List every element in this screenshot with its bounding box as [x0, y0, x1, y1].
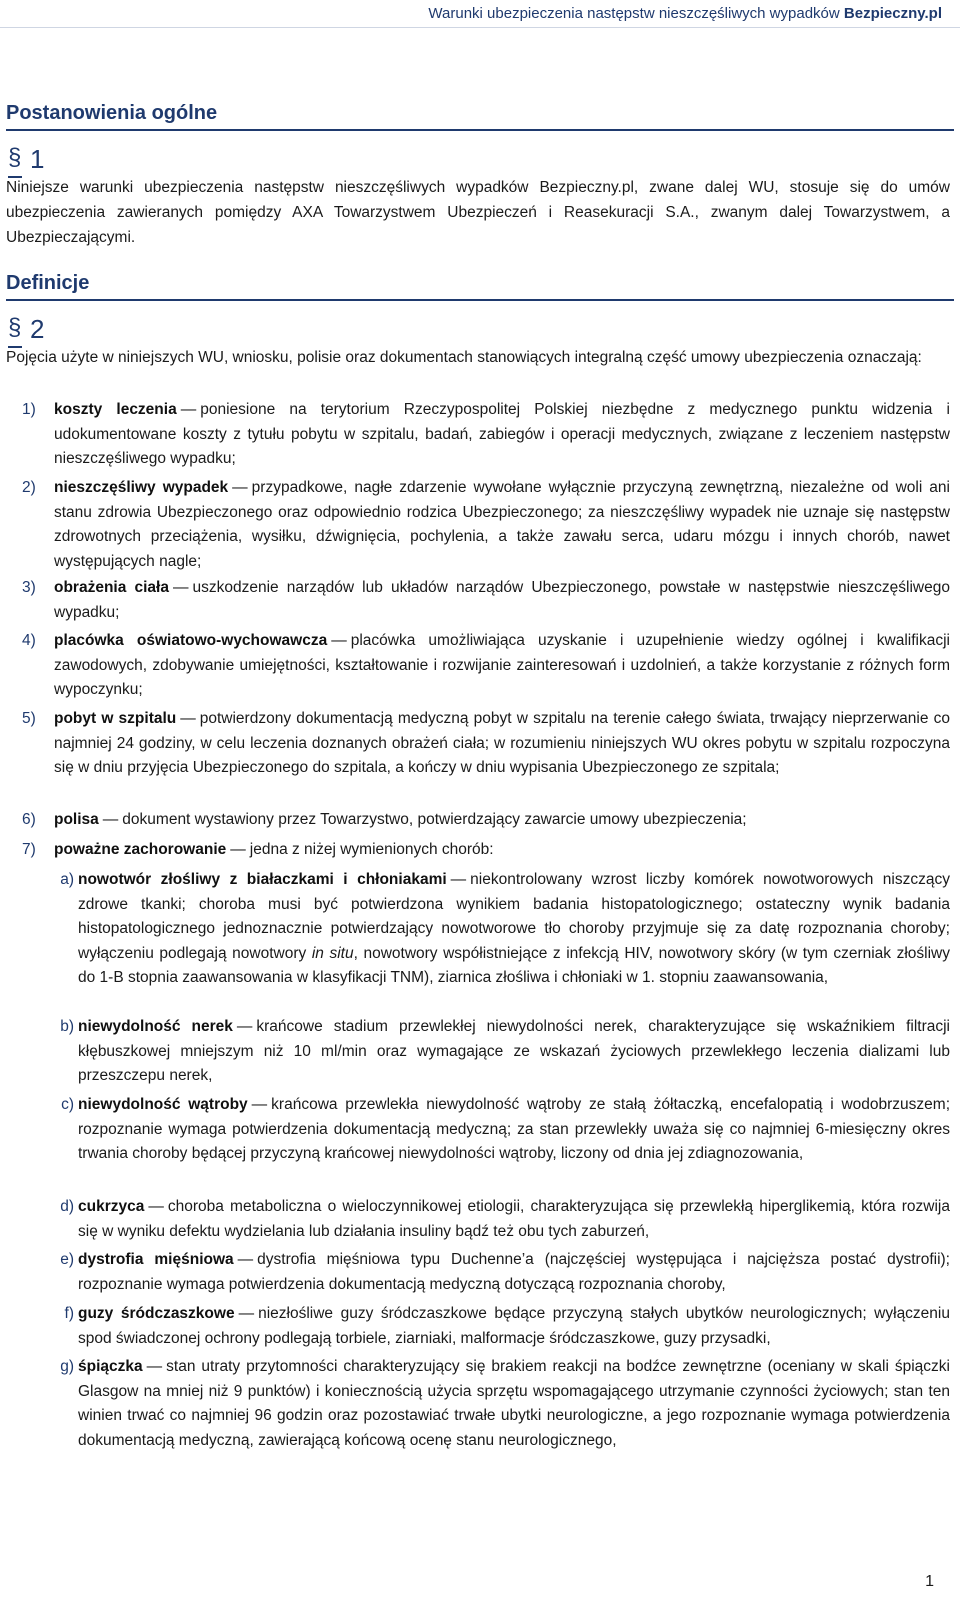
definition-dash: —: [180, 710, 196, 727]
item-number: 2): [22, 479, 36, 496]
definition-dash: —: [180, 401, 197, 418]
section-title-definitions: Definicje: [6, 272, 954, 301]
disease-term: niewydolność nerek: [78, 1018, 233, 1035]
item-letter: b): [60, 1018, 74, 1035]
disease-text: stan utraty przytomności charakteryzujący się brakiem reakcji na bodźce zewnętrzne (oceniany w skali śpiączki Glasgow na mniej niż 9 punktów) i koniecznością użycia sprzętu wspomagającego utrzymanie czynności życiowych; stan ten winien trwać co najmniej 96 godzin oraz pozostawiać trwałe ubytki neurologiczne, a jego rozpoznanie wymaga potwierdzenia dokumentacją medyczną, zawierającą końcową ocenę stanu neurologicznego,: [78, 1358, 950, 1449]
definition-item: [6, 707, 950, 781]
paragraph-1-text: Niniejsze warunki ubezpieczenia następstw nieszczęśliwych wypadków Bezpieczny.pl, zwane dalej WU, stosuje się do umów ubezpieczenia zawieranych pomiędzy AXA Towarzystwem Ubezpieczeń i Reasekuracji S.A., zwanym dalej Towarzystwem, a Ubezpieczającymi.: [6, 179, 950, 246]
disease-text: krańcowe stadium przewlekłej niewydolności nerek, charakteryzujące się wskaźnikiem filtracji kłębuszkowej mniejszym niż 10 ml/min oraz wymagające ze wskazań życiowych przewlekłego leczenia dializami lub przeszczepu nerek,: [78, 1018, 950, 1084]
definition-text: placówka umożliwiająca uzyskanie i uzupełnienie wiedzy ogólnej i kwalifikacji zawodowych, zdobywanie umiejętności, kształtowanie i rozwijanie zainteresowań i uzdolnień, a także korzystanie z różnych form wypoczynku;: [54, 632, 950, 698]
disease-item: [6, 1015, 950, 1089]
definition-text: przypadkowe, nagłe zdarzenie wywołane wyłącznie przyczyną zewnętrzną, niezależne od woli ani stanu zdrowia Ubezpieczonego oraz odpowiednio rodzica Ubezpieczonego; za nieszczęśliwy wypadek nie uznaje się następstw zdrowotnych przeciążenia, wysiłku, dźwignięcia, pochylenia, a także zawału serca, udaru mózgu i innych chorób, nawet występujących nagle;: [54, 479, 950, 570]
definition-text: jedna z niżej wymienionych chorób:: [249, 841, 494, 858]
definition-item: [6, 476, 950, 574]
item-number: 3): [22, 579, 36, 596]
definition-dash: —: [172, 579, 189, 596]
definition-term: obrażenia ciała: [54, 579, 169, 596]
definition-term: nieszczęśliwy wypadek: [54, 479, 229, 496]
page-number: 1: [925, 1573, 934, 1590]
disease-text: niekontrolowany wzrost liczby komórek nowotworowych niszczący zdrowe tkanki; choroba musi być potwierdzona wynikiem badania histopatologicznego; ostateczny wynik badania histopatologicznego jednoznacznie potwierdzający nowotworowe tło choroby przyjmuje się za datę rozpoznania choroby; wyłączeniu podlegają nowotwory: [78, 871, 950, 962]
disease-item: [6, 1355, 950, 1453]
definition-dash: —: [237, 1251, 254, 1268]
item-number: 5): [22, 710, 36, 727]
section-sign-icon: §: [8, 316, 22, 348]
definition-dash: —: [331, 632, 347, 649]
disease-text: dystrofia mięśniowa typu Duchenne’a (najczęściej występująca i najcięższa postać dystrofii); rozpoznanie wymaga potwierdzenia dokumentacją medyczną dotyczącą rozpoznania choroby,: [78, 1251, 950, 1293]
definition-text: potwierdzony dokumentacją medyczną pobyt w szpitalu na terenie całego świata, trwający nieprzerwanie co najmniej 24 godziny, w celu leczenia doznanych obrażeń ciała; w rozumieniu niniejszych WU okres pobytu w szpitalu rozpoczyna się w dniu przyjęcia Ubezpieczonego do szpitala, a kończy w dniu wypisania Ubezpieczonego ze szpitala;: [54, 710, 950, 776]
item-number: 6): [22, 811, 36, 828]
disease-item: [6, 1302, 950, 1351]
item-letter: e): [60, 1251, 74, 1268]
section-title-general: Postanowienia ogólne: [6, 102, 954, 131]
definitions-intro: Pojęcia użyte w niniejszych WU, wniosku, polisie oraz dokumentach stanowiących integralną część umowy ubezpieczenia oznaczają:: [6, 349, 922, 366]
item-letter: a): [60, 871, 74, 888]
item-number: 7): [22, 841, 36, 858]
paragraph-mark-1: [8, 146, 44, 178]
definition-text: poniesione na terytorium Rzeczypospolitej Polskiej niezbędne z medycznego punktu widzenia i udokumentowane koszty z tytułu pobytu w szpitalu, badań, zabiegów i operacji medycznych, związane z leczeniem następstw nieszczęśliwego wypadku;: [54, 401, 950, 467]
definition-dash: —: [102, 811, 119, 828]
header-title: Warunki ubezpieczenia następstw nieszczęśliwych wypadków: [428, 5, 840, 22]
definition-item: [6, 629, 950, 703]
definition-item: [6, 838, 950, 863]
definition-dash: —: [232, 479, 248, 496]
item-number: 4): [22, 632, 36, 649]
definition-text: uszkodzenie narządów lub układów narządów Ubezpieczonego, powstałe w następstwie nieszczęśliwego wypadku;: [54, 579, 950, 621]
definition-item: [6, 398, 950, 472]
page-header: [428, 5, 942, 22]
definition-dash: —: [236, 1018, 253, 1035]
disease-text: choroba metaboliczna o wieloczynnikowej etiologii, charakteryzująca się przewlekłą hiperglikemią, która rozwija się w wyniku defektu wydzielania lub działania insuliny bądź też obu tych zaburzeń,: [78, 1198, 950, 1240]
disease-term: cukrzyca: [78, 1198, 145, 1215]
definition-term: pobyt w szpitalu: [54, 710, 177, 727]
definition-dash: —: [450, 871, 467, 888]
header-divider: [0, 27, 960, 28]
disease-term: dystrofia mięśniowa: [78, 1251, 234, 1268]
paragraph-mark-2: [8, 316, 44, 348]
disease-text: niezłośliwe guzy śródczaszkowe będące przyczyną stałych ubytków neurologicznych; wyłączeniu spod świadczonej ochrony podlegają torbiele, ziarniaki, malformacje śródczaszkowe, guzy przysadki,: [78, 1305, 950, 1347]
disease-text-italic: in situ: [311, 944, 354, 962]
disease-item: [6, 1195, 950, 1244]
paragraph-number: 2: [30, 314, 45, 344]
definition-dash: —: [146, 1358, 163, 1375]
disease-term: śpiączka: [78, 1358, 143, 1375]
definition-item: [6, 808, 950, 833]
definition-dash: —: [230, 841, 246, 858]
definition-dash: —: [148, 1198, 164, 1215]
definition-term: koszty leczenia: [54, 401, 177, 418]
definition-term: polisa: [54, 811, 99, 828]
item-letter: c): [61, 1096, 74, 1113]
paragraph-number: 1: [30, 144, 45, 174]
disease-item: [6, 868, 950, 991]
disease-term: guzy śródczaszkowe: [78, 1305, 235, 1322]
item-letter: f): [64, 1305, 74, 1322]
item-letter: d): [60, 1198, 74, 1215]
item-letter: g): [60, 1358, 74, 1375]
definition-term: poważne zachorowanie: [54, 841, 227, 858]
definition-term: placówka oświatowo-wychowawcza: [54, 632, 328, 649]
disease-text-continued: , nowotwory współistniejące z infekcją HIV, nowotwory skóry (w tym czerniak złośliwy do 1-B stopnia zaawansowania w klasyfikacji TNM), ziarnica złośliwa i chłoniaki w 1. stopniu zaawansowania,: [78, 944, 951, 986]
disease-text: krańcowa przewlekła niewydolność wątroby ze stałą żółtaczką, encefalopatią i wodobrzuszem; rozpoznanie wymaga potwierdzenia dokumentacją medyczną; za stan przewlekły uważa się co najmniej 6-miesięczny okres trwania choroby będącej przyczyną krańcowej niewydolności wątroby, liczony od dnia jej zdiagnozowania,: [78, 1096, 950, 1162]
disease-term: nowotwór złośliwy z białaczkami i chłoniakami: [78, 871, 447, 888]
disease-item: [6, 1093, 950, 1167]
definition-dash: —: [238, 1305, 255, 1322]
disease-item: [6, 1248, 950, 1297]
header-brand: Bezpieczny.pl: [843, 5, 942, 22]
disease-term: niewydolność wątroby: [78, 1096, 248, 1113]
definition-item: [6, 576, 950, 625]
definition-text: dokument wystawiony przez Towarzystwo, potwierdzający zawarcie umowy ubezpieczenia;: [122, 811, 747, 828]
section-sign-icon: §: [8, 146, 22, 178]
definition-dash: —: [251, 1096, 268, 1113]
item-number: 1): [22, 401, 36, 418]
